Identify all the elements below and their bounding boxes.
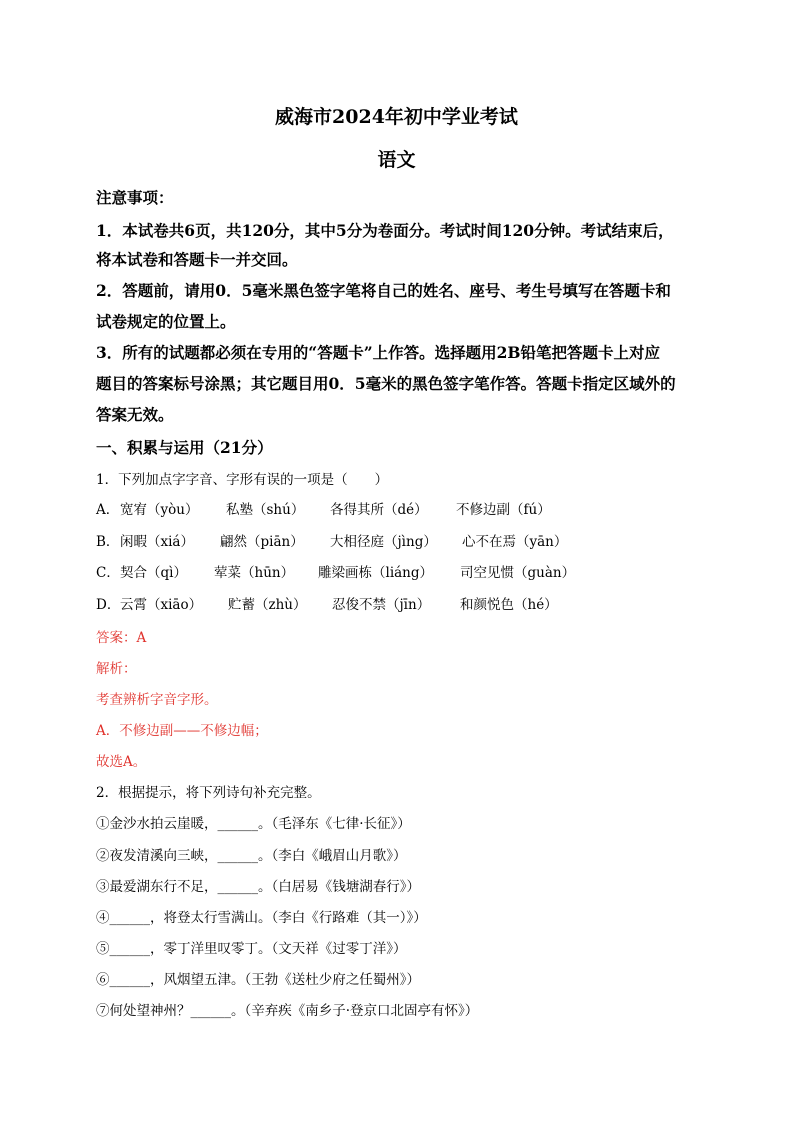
q1-option-c-letter: C． <box>96 565 120 581</box>
q1-option-c-item-4: 司空见惯（guàn） <box>460 565 576 581</box>
notice-item-2-line-2: 试卷规定的位置上。 <box>96 312 236 331</box>
notice-item-3-line-2: 题目的答案标号涂黑；其它题目用0．5毫米的黑色签字笔作答。答题卡指定区域外的 <box>96 374 676 393</box>
exam-title: 威海市2024年初中学业考试 <box>275 106 518 128</box>
notice-item-3-line-1: 3．所有的试题都必须在专用的“答题卡”上作答。选择题用2B铅笔把答题卡上对应 <box>96 343 661 362</box>
q2-stem: 2．根据提示，将下列诗句补充完整。 <box>96 785 321 801</box>
q1-option-c-item-3: 雕梁画栋（liáng） <box>318 565 434 581</box>
q1-option-c-item-2: 荤菜（hūn） <box>214 565 295 581</box>
q1-option-d-item-2: 贮蓄（zhù） <box>228 597 307 613</box>
q1-option-d-item-4: 和颜悦色（hé） <box>460 597 558 613</box>
notice-item-1-line-2: 将本试卷和答题卡一并交回。 <box>96 250 298 269</box>
q1-option-a-item-2: 私塾（shú） <box>226 502 305 518</box>
q1-option-b-item-1: 闲暇（xiá） <box>120 534 194 550</box>
notice-item-1-line-1: 1．本试卷共6页，共120分，其中5分为卷面分。考试时间120分钟。考试结束后， <box>96 221 674 240</box>
q1-analysis-label: 解析： <box>96 661 137 677</box>
q2-line-5: ⑤______，零丁洋里叹零丁。（文天祥《过零丁洋》） <box>96 941 407 957</box>
q2-line-3: ③最爱湖东行不足，______。（白居易《钱塘湖春行》） <box>96 879 420 895</box>
q1-option-b-item-3: 大相径庭（jìng） <box>330 534 437 550</box>
q1-option-a-letter: A． <box>96 502 120 518</box>
q1-option-d-letter: D． <box>96 597 121 613</box>
q1-analysis-line-3: 故选A。 <box>96 754 147 770</box>
q2-line-7: ⑦何处望神州？______。（辛弃疾《南乡子·登京口北固亭有怀》） <box>96 1003 479 1019</box>
q1-option-d-item-3: 忍俊不禁（jīn） <box>332 597 431 613</box>
q2-line-2: ②夜发清溪向三峡，______。（李白《峨眉山月歌》） <box>96 848 407 864</box>
q1-option-a-item-3: 各得其所（dé） <box>330 502 428 518</box>
exam-subject: 语文 <box>377 149 416 171</box>
q2-line-4: ④______，将登太行雪满山。（李白《行路难（其一）》） <box>96 910 427 926</box>
q1-option-b-letter: B． <box>96 534 120 550</box>
q1-option-b-item-4: 心不在焉（yān） <box>462 534 568 550</box>
q1-option-d-item-1: 云霄（xiāo） <box>120 597 203 613</box>
q1-analysis-line-2: A．不修边副——不修边幅； <box>96 723 268 739</box>
q1-option-b-item-2: 翩然（piān） <box>220 534 304 550</box>
section-1-heading: 一、积累与运用（21分） <box>96 438 273 457</box>
q1-stem: 1．下列加点字字音、字形有误的一项是（ ） <box>96 472 389 488</box>
notice-item-3-line-3: 答案无效。 <box>96 405 174 424</box>
q1-answer: 答案：A <box>96 630 147 646</box>
notice-heading: 注意事项： <box>96 188 174 207</box>
q2-line-1: ①金沙水拍云崖暖，______。（毛泽东《七律·长征》） <box>96 816 411 832</box>
q1-option-a-item-1: 宽宥（yòu） <box>120 502 199 518</box>
q1-option-c-item-1: 契合（qì） <box>120 565 187 581</box>
q1-option-a-item-4: 不修边副（fú） <box>456 502 551 518</box>
q1-analysis-line-1: 考查辨析字音字形。 <box>96 692 218 708</box>
q2-line-6: ⑥______，风烟望五津。（王勃《送杜少府之任蜀州》） <box>96 972 420 988</box>
notice-item-2-line-1: 2．答题前，请用0．5毫米黑色签字笔将自己的姓名、座号、考生号填写在答题卡和 <box>96 281 671 300</box>
